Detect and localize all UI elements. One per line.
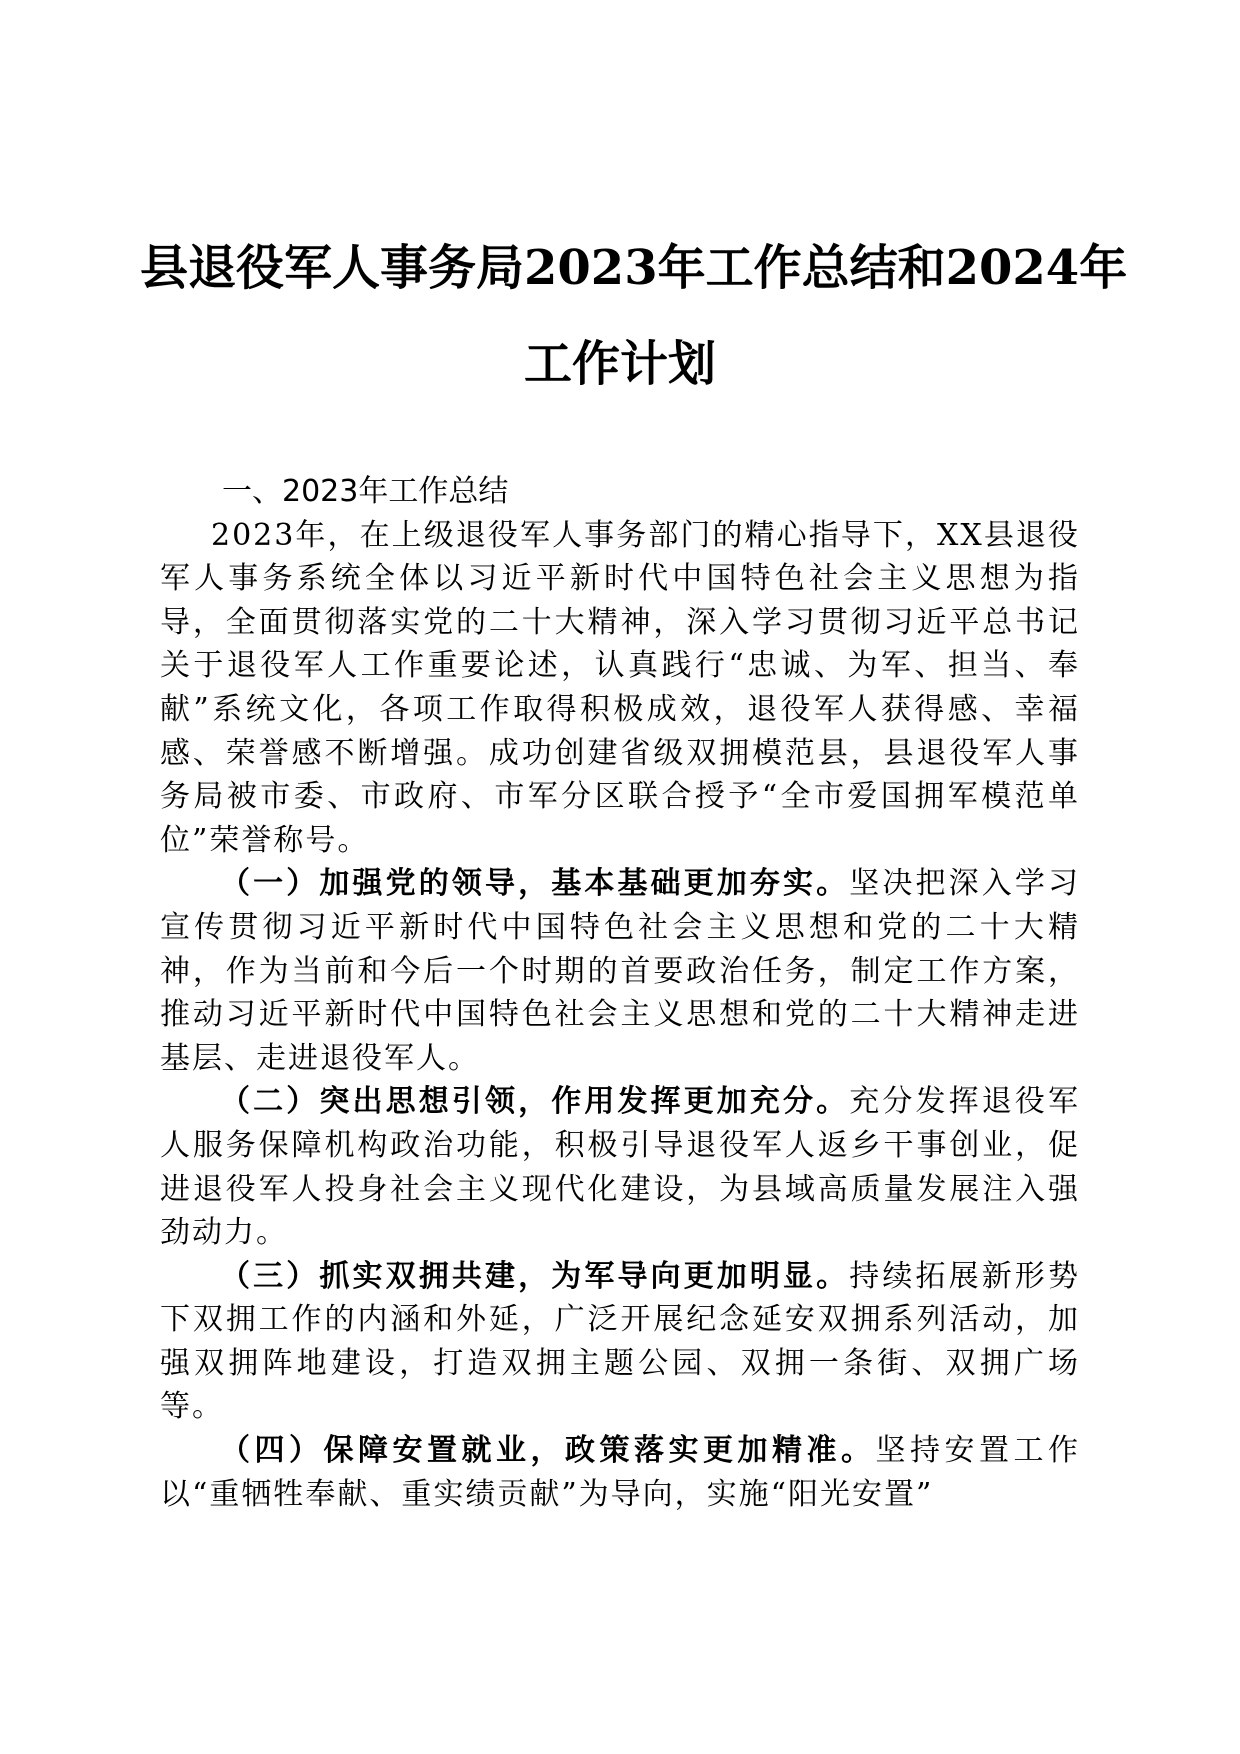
item-paragraph-4 bbox=[160, 1429, 1080, 1516]
item-lead: （四）保障安置就业，政策落实更加精准。 bbox=[220, 1433, 876, 1469]
item-body: 坚持安置工作以“重牺牲奉献、重实绩贡献”为导向，实施“阳光安置” bbox=[160, 1433, 1080, 1512]
item-paragraph-2 bbox=[160, 1080, 1080, 1254]
title-line-2: 工作计划 bbox=[523, 336, 716, 392]
item-body: 坚决把深入学习宣传贯彻习近平新时代中国特色社会主义思想和党的二十大精神，作为当前和今后一个时期的首要政治任务，制定工作方案，推动习近平新时代中国特色社会主义思想和党的二十大精神走进基层、走进退役军人。 bbox=[160, 866, 1081, 1076]
item-body: 充分发挥退役军人服务保障机构政治功能，积极引导退役军人返乡干事创业，促进退役军人投身社会主义现代化建设，为县域高质量发展注入强劲动力。 bbox=[160, 1084, 1081, 1251]
intro-paragraph: 2023年，在上级退役军人事务部门的精心指导下，XX县退役军人事务系统全体以习近平新时代中国特色社会主义思想为指导，全面贯彻落实党的二十大精神，深入学习贯彻习近平总书记关于退役军人工作重要论述，认真践行“忠诚、为军、担当、奉献”系统文化，各项工作取得积极成效，退役军人获得感、幸福感、荣誉感不断增强。成功创建省级双拥模范县，县退役军人事务局被市委、市政府、市军分区联合授予“全市爱国拥军模范单位”荣誉称号。 bbox=[160, 517, 1080, 858]
item-paragraph-3 bbox=[160, 1255, 1080, 1429]
item-body: 持续拓展新形势下双拥工作的内涵和外延，广泛开展纪念延安双拥系列活动，加强双拥阵地建设，打造双拥主题公园、双拥一条街、双拥广场等。 bbox=[160, 1258, 1081, 1425]
title-line-1: 县退役军人事务局2023年工作总结和2024年 bbox=[140, 240, 1128, 296]
item-lead: （一）加强党的领导，基本基础更加夯实。 bbox=[220, 866, 850, 902]
item-lead: （二）突出思想引领，作用发挥更加充分。 bbox=[220, 1084, 850, 1120]
item-lead: （三）抓实双拥共建，为军导向更加明显。 bbox=[220, 1258, 850, 1294]
item-paragraph-1 bbox=[160, 862, 1080, 1080]
section-heading: 一、2023年工作总结 bbox=[222, 474, 509, 509]
document-title bbox=[140, 220, 1128, 412]
document-body bbox=[160, 470, 1080, 1516]
